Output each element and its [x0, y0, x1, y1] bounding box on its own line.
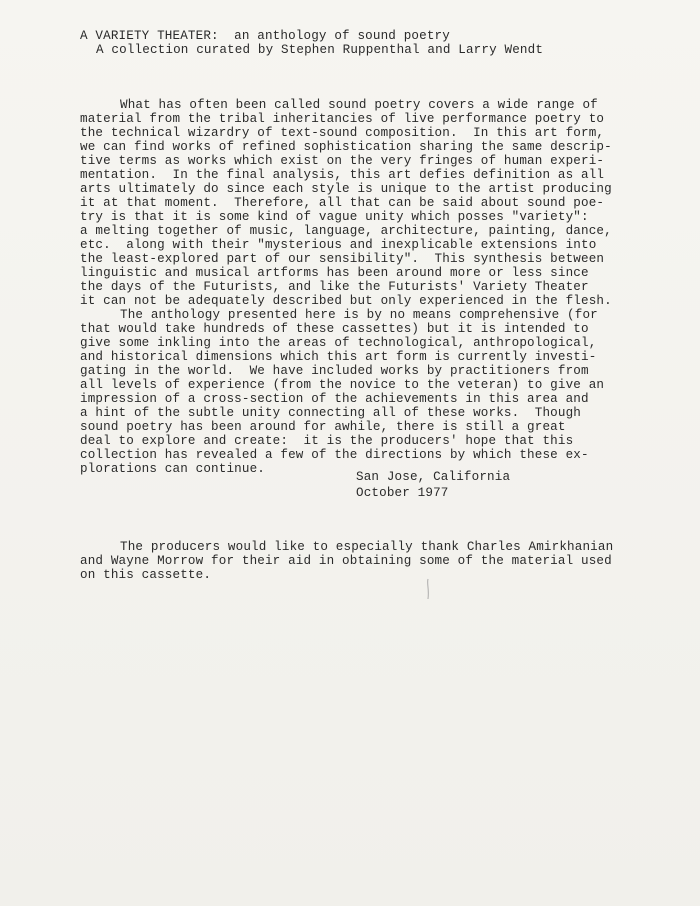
body-line: What has often been called sound poetry covers a wide range of: [120, 98, 598, 112]
body-line: plorations can continue.: [80, 462, 265, 476]
body-line: deal to explore and create: it is the producers' hope that this: [80, 434, 574, 448]
body-line: we can find works of refined sophistication sharing the same descrip-: [80, 140, 612, 154]
body-line: try is that it is some kind of vague unity which posses "variety":: [80, 210, 589, 224]
body-line: a melting together of music, language, architecture, painting, dance,: [80, 224, 612, 238]
body-line: give some inkling into the areas of technological, anthropological,: [80, 336, 597, 350]
pen-mark: [426, 578, 430, 600]
body-line: the days of the Futurists, and like the Futurists' Variety Theater: [80, 280, 589, 294]
body-line: The anthology presented here is by no means comprehensive (for: [120, 308, 598, 322]
acknowledgement-line: on this cassette.: [80, 568, 212, 582]
body-line: the technical wizardry of text-sound composition. In this art form,: [80, 126, 605, 140]
document-subtitle: A collection curated by Stephen Ruppenthal and Larry Wendt: [96, 43, 544, 57]
body-line: material from the tribal inheritancies of live performance poetry to: [80, 112, 605, 126]
body-line: a hint of the subtle unity connecting all of these works. Though: [80, 406, 581, 420]
body-line: arts ultimately do since each style is unique to the artist producing: [80, 182, 612, 196]
body-line: and historical dimensions which this art form is currently investi-: [80, 350, 597, 364]
document-title: A VARIETY THEATER: an anthology of sound poetry: [80, 29, 450, 43]
body-line: linguistic and musical artforms has been around more or less since: [80, 266, 589, 280]
acknowledgement-line: The producers would like to especially thank Charles Amirkhanian: [120, 540, 614, 554]
body-line: it at that moment. Therefore, all that can be said about sound poe-: [80, 196, 605, 210]
acknowledgement-line: and Wayne Morrow for their aid in obtaining some of the material used: [80, 554, 612, 568]
body-line: the least-explored part of our sensibility". This synthesis between: [80, 252, 605, 266]
signature-date: October 1977: [356, 486, 449, 500]
body-line: all levels of experience (from the novice to the veteran) to give an: [80, 378, 605, 392]
body-line: impression of a cross-section of the achievements in this area and: [80, 392, 589, 406]
body-line: etc. along with their "mysterious and inexplicable extensions into: [80, 238, 597, 252]
body-line: tive terms as works which exist on the very fringes of human experi-: [80, 154, 605, 168]
body-line: mentation. In the final analysis, this art defies definition as all: [80, 168, 605, 182]
body-line: that would take hundreds of these cassettes) but it is intended to: [80, 322, 589, 336]
body-line: sound poetry has been around for awhile, there is still a great: [80, 420, 566, 434]
body-line: collection has revealed a few of the directions by which these ex-: [80, 448, 589, 462]
body-line: it can not be adequately described but only experienced in the flesh.: [80, 294, 612, 308]
body-line: gating in the world. We have included works by practitioners from: [80, 364, 589, 378]
signature-place: San Jose, California: [356, 470, 511, 484]
